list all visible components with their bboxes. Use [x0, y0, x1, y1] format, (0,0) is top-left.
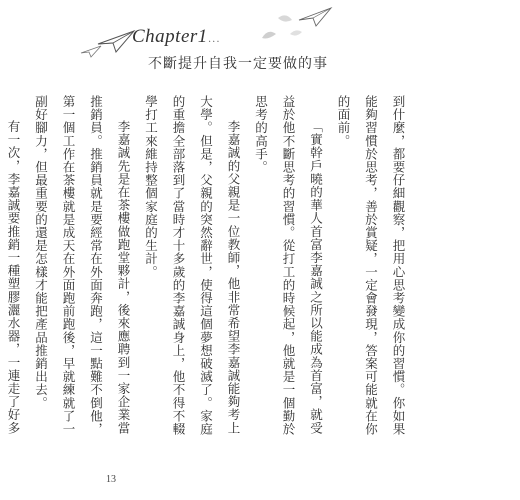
- page-number: 13: [106, 474, 116, 485]
- paragraph: 李嘉誠的父親是一位教師，他非常希望李嘉誠能夠考上大學。但是，父親的突然辭世，使得這個夢想破滅了。家庭的重擔全部落到了當時才十多歲的李嘉誠身上，他不得不輟學打工來維持整個家庭的生計。: [143, 95, 241, 436]
- vertical-body-text: [6, 95, 412, 440]
- paragraph: 「實幹戶曉的華人首富李嘉誠之所以能成為首富，就受益於他不斷思考的習慣。從打工的時候起，他就是一個勤於思考的高手。: [253, 95, 324, 436]
- paragraph: 到什麼，都要仔細觀察，把用心思考變成你的習慣。你如果能夠習慣於思考，善於賞疑，一定會發現，答案可能就在你的面前。: [336, 95, 406, 436]
- paragraph: 有一次，李嘉誠要推銷一種塑膠灑水器，一連走了好多: [6, 120, 21, 435]
- chapter-header: [80, 6, 460, 76]
- paper-plane-small-icon: [80, 44, 102, 58]
- paragraph: 李嘉誠先是在茶樓做跑堂夥計，後來應聘到一家企業當推銷員。推銷員就是要經常在外面奔跑，這一點難不倒他，第一個工作在茶樓就是成天在外面跑前跑後，早就練就了一副好腳力，但最重要的還是怎樣才能把產品推銷出去。: [33, 95, 131, 436]
- paper-plane-icon: [96, 28, 136, 54]
- chapter-subtitle: 不斷提升自我一定要做的事: [148, 56, 328, 72]
- chapter-dots: ...: [208, 34, 221, 45]
- chapter-label: Chapter1: [132, 26, 208, 47]
- leaf-shapes-icon: [258, 8, 304, 44]
